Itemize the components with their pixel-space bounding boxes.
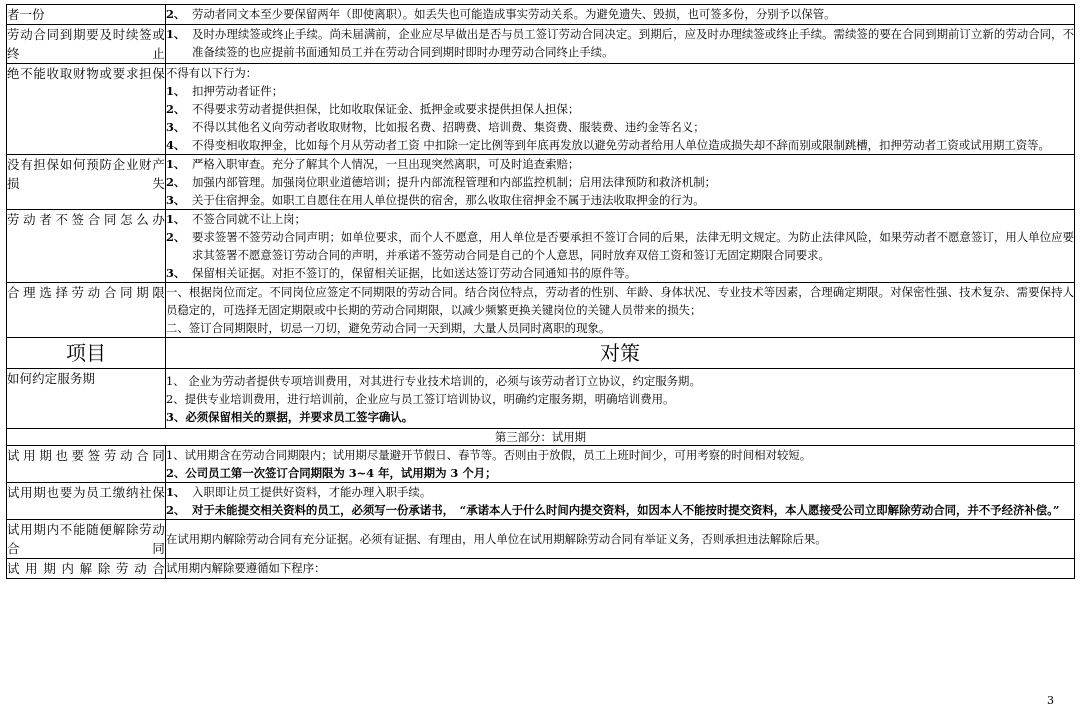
row-content: 1、 严格入职审查。充分了解其个人情况，一旦出现突然离职，可及时追查索赔； 2、 加强内部管理。加强岗位职业道德培训；提升内部流程管理和内部监控机制；启用法律预防和救济机制； 3、 关于住宿押金。如职工自愿住在用人单位提供的宿舍，那么收取住宿押金不属于违法收取押金的行为。 xyxy=(166,155,1075,210)
row-content: 1、 入职即让员工提供好资料，才能办理入职手续。 2、 对于未能提交相关资料的员工，必须写一份承诺书， “承诺本人于什么时间内提交资料，如因本人不能按时提交资料，本人愿接受公司立即解除劳动合同，并不予经济补偿。” xyxy=(166,483,1075,520)
row-content: 在试用期内解除劳动合同有充分证据。必须有证据、有理由，用人单位在试用期解除劳动合同有举证义务，否则承担违法解除后果。 xyxy=(166,520,1075,559)
row-content: 1、 企业为劳动者提供专项培训费用，对其进行专业技术培训的，必须与该劳动者订立协议，约定服务期。 2、提供专业培训费用，进行培训前，企业应与员工签订培训协议，明确约定服务期，明确培训费用。 3、必须保留相关的票据，并要求员工签字确认。 xyxy=(166,369,1075,429)
page-number: 3 xyxy=(1047,694,1054,707)
row-label: 如何约定服务期 xyxy=(7,369,166,429)
table-row xyxy=(7,483,1075,520)
row-label: 试用期内不能随便解除劳动合同 xyxy=(7,520,166,559)
column-header-measure: 对策 xyxy=(166,338,1075,369)
table-row xyxy=(7,155,1075,210)
table-row xyxy=(7,520,1075,559)
section-row xyxy=(7,429,1075,446)
table-row xyxy=(7,283,1075,338)
table-row xyxy=(7,64,1075,155)
table-row xyxy=(7,369,1075,429)
intro-text: 不得有以下行为： xyxy=(166,66,258,80)
row-label: 者一份 xyxy=(7,5,166,25)
row-label: 劳动合同到期要及时续签或终止 xyxy=(7,25,166,64)
table-row xyxy=(7,559,1075,579)
row-content: 2、 劳动者同文本至少要保留两年（即使离职）。如丢失也可能造成事实劳动关系。为避免遗失、毁损，也可签多份，分别予以保管。 xyxy=(166,5,1075,25)
row-label: 试用期内解除劳动合 xyxy=(7,559,166,579)
table-row xyxy=(7,25,1075,64)
row-label: 绝不能收取财物或要求担保 xyxy=(7,64,166,155)
row-content: 1、 及时办理续签或终止手续。尚未届满前，企业应尽早做出是否与员工签订劳动合同决定。到期后，应及时办理续签或终止手续。需续签的要在合同到期前订立新的劳动合同，不准备续签的也应提前书面通知员工并在劳动合同到期时即时办理劳动合同终止手续。 xyxy=(166,25,1075,64)
row-content: 1、 不签合同就不让上岗； 2、 要求签署不签劳动合同声明；如单位要求，而个人不愿意，用人单位是否要承担不签订合同的后果，法律无明文规定。为防止法律风险，如果劳动者不愿意签订，用人单位应要求其签署不愿意签订劳动合同的声明，并承诺不签劳动合同是自己的个人意思，同时放弃双倍工资和签订无固定期限合同要求。 3、 保留相关证据。对拒不签订的，保留相关证据，比如送达签订劳动合同通知书的原件等。 xyxy=(166,210,1075,283)
row-content: 1、试用期含在劳动合同期限内；试用期尽量避开节假日、春节等。否则由于放假，员工上班时间少，可用考察的时间相对较短。 2、公司员工第一次签订合同期限为 3~4 年，试用期为 3 个月； xyxy=(166,446,1075,483)
row-label: 试用期也要为员工缴纳社保 xyxy=(7,483,166,520)
table-row xyxy=(7,446,1075,483)
row-label: 没有担保如何预防企业财产损失 xyxy=(7,155,166,210)
table-row xyxy=(7,5,1075,25)
column-header-item: 项目 xyxy=(7,338,166,369)
table-row xyxy=(7,210,1075,283)
row-content: 不得有以下行为： 1、 扣押劳动者证件； 2、 不得要求劳动者提供担保，比如收取保证金、抵押金或要求提供担保人担保； 3、 不得以其他名义向劳动者收取财物，比如报名费、招聘费、培训费、集资费、服装费、违约金等名义； 4、 不得变相收取押金，比如每个月从劳动者工资 中扣除一定比例等到年底再发放以避免劳动者给用人单位造成损失却不辞而别或限制跳槽，扣押劳动者工资或试用期工资等。 xyxy=(166,64,1075,155)
row-label: 试用期也要签劳动合同 xyxy=(7,446,166,483)
row-content: 试用期内解除要遵循如下程序： xyxy=(166,559,1075,579)
row-label: 劳动者不签合同怎么办 xyxy=(7,210,166,283)
row-label: 合理选择劳动合同期限 xyxy=(7,283,166,338)
policy-table xyxy=(6,4,1075,579)
row-content: 一、根据岗位而定。不同岗位应签定不同期限的劳动合同。结合岗位特点，劳动者的性别、年龄、身体状况、专业技术等因素，合理确定期限。对保密性强、技术复杂、需要保持人员稳定的，可选择无固定期限或中长期的劳动合同期限，以减少频繁更换关键岗位的关键人员带来的损失； 二、签订合同期限时，切忌一刀切，避免劳动合同一天到期，大量人员同时离职的现象。 xyxy=(166,283,1075,338)
section-title: 第三部分：试用期 xyxy=(7,429,1075,446)
table-header-row xyxy=(7,338,1075,369)
